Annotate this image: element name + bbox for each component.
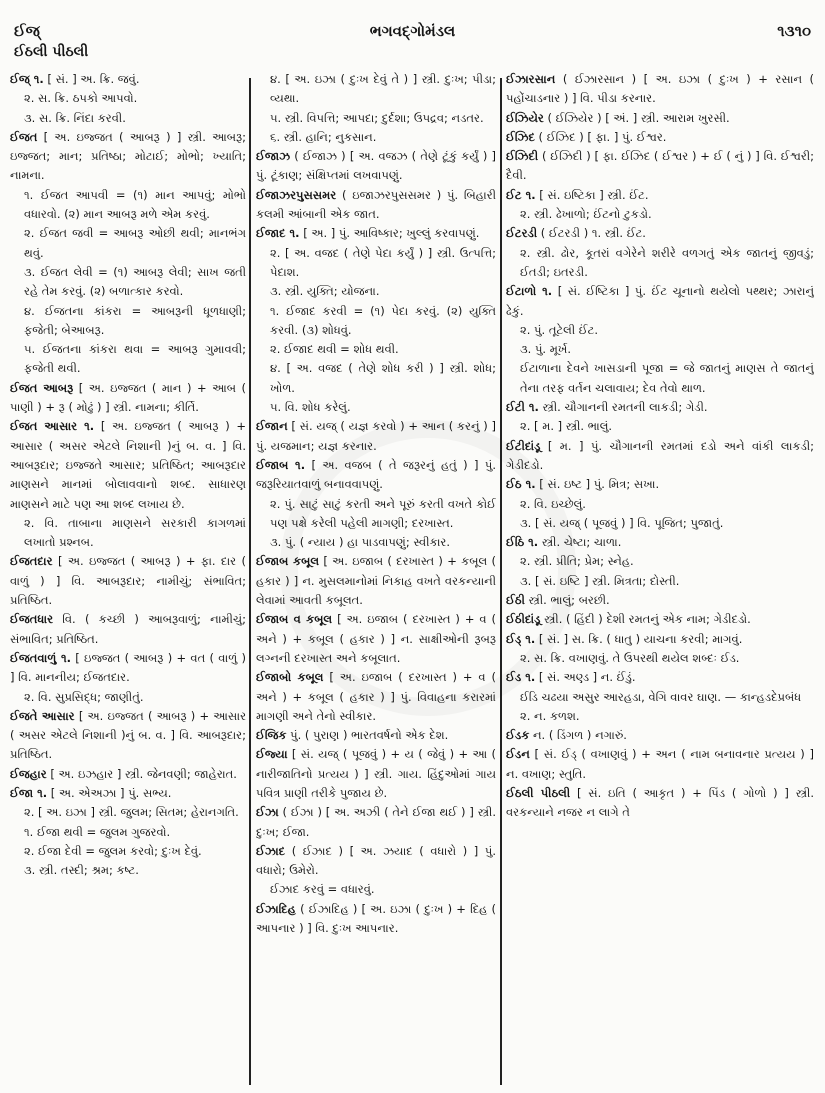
headword: ઈજાન bbox=[256, 419, 288, 434]
dictionary-entry bbox=[506, 244, 814, 283]
headword: ઈજતે આસાર bbox=[10, 708, 75, 723]
definition: ૧. ઈજાદ કરવી = (૧) પેદા કરવું. (૨) યુક્તિ કરવી. (૩) શોધવું. bbox=[270, 303, 496, 337]
definition: ૩. પું. ( ન્યાય ) હા પાડવાપણું; સ્વીકાર. bbox=[270, 535, 451, 550]
dictionary-entry bbox=[506, 475, 814, 494]
dictionary-entry bbox=[506, 572, 814, 591]
dictionary-entry bbox=[10, 707, 246, 765]
dictionary-entry bbox=[10, 784, 246, 803]
headword: ઈજાબો કબૂલ bbox=[256, 670, 324, 685]
headword: ઈજાઝ bbox=[256, 149, 291, 164]
dictionary-entry bbox=[506, 224, 814, 243]
dictionary-entry bbox=[10, 379, 246, 418]
definition: [ સં. ઈડ્ ( વખાણવું ) + અન ( નામ બનાવનાર પ્રત્યય ) ] ન. વખાણ; સ્તુતિ. bbox=[506, 747, 814, 781]
dictionary-entry bbox=[506, 186, 814, 205]
definition: વિ. ( કચ્છી ) આબરૂવાળું; નામીચું; સંભાવિત; પ્રતિષ્ઠિત. bbox=[10, 612, 246, 646]
dictionary-entry bbox=[506, 514, 814, 533]
definition: સ્ત્રી. ચેષ્ટા; ચાળા. bbox=[541, 535, 622, 550]
definition: ૨. ન. કળશ. bbox=[520, 708, 580, 723]
definition: સ્ત્રી. ચૌગાનની રમતની લાકડી; ગેડી. bbox=[542, 400, 708, 415]
dictionary-entry bbox=[506, 745, 814, 784]
definition: ૨. પું. તૂટેલી ઈંટ. bbox=[520, 322, 599, 337]
definition: ( ઈઝાદિહ ) [ અ. ઇઝા ( દુઃખ ) + દિહ ( આપનાર ) ] વિ. દુઃખ આપનાર. bbox=[256, 901, 496, 936]
column-2 bbox=[256, 70, 496, 1085]
dictionary-entry bbox=[506, 630, 814, 649]
definition: ૩. સ્ત્રી. તસ્દી; શ્રમ; કષ્ટ. bbox=[24, 863, 139, 878]
dictionary-entry bbox=[506, 688, 814, 707]
dictionary-entry bbox=[10, 803, 246, 822]
dictionary-entry bbox=[256, 186, 496, 225]
headword: ઈટાળો ૧. bbox=[506, 284, 553, 299]
dictionary-entry bbox=[10, 688, 246, 707]
definition: [ અ. ઇજાબ ( દરખાસ્ત ) + વ ( અને ) + કબૂલ ( હકાર ) ] ન. સાક્ષીઓની રૂબરૂ લગ્નની દરખાસ્ત અને કબૂલાત. bbox=[256, 612, 496, 665]
dictionary-entry bbox=[10, 765, 246, 784]
dictionary-entry bbox=[256, 109, 496, 128]
definition: ( ઈઝારસાન ) [ અ. ઇઝા ( દુઃખ ) + રસાન ( પહોંચાડનાર ) ] વિ. પીડા કરનાર. bbox=[506, 72, 814, 106]
definition: ઈટાળાના દેવને ખાસડાની પૂજા = જે જાતનું માણસ તે જાતનું તેના તરફ વર્તન ચલાવાય; દેવ તેવો થાળ. bbox=[520, 361, 814, 395]
dictionary-entry bbox=[10, 186, 246, 225]
definition: ૨. [ અ. વજદ ( તેણે પેદા કર્યું ) ] સ્ત્રી. ઉત્પત્તિ; પેદાશ. bbox=[270, 245, 496, 279]
definition: [ સં. ] સ. ક્રિ. ( ધાતુ ) યાચના કરવી; માગવું. bbox=[538, 631, 743, 646]
definition: ( ઈઝિદ ) [ ફા. ] પું. ઈશ્વર. bbox=[538, 129, 667, 144]
dictionary-entry bbox=[506, 321, 814, 340]
dictionary-entry bbox=[256, 726, 496, 745]
left-guide-word: ઈજ્ bbox=[14, 22, 40, 40]
dictionary-entry bbox=[506, 591, 814, 610]
definition: ૩. સ. ક્રિ. નિંદા કરવી. bbox=[24, 110, 126, 125]
dictionary-entry bbox=[506, 205, 814, 224]
dictionary-entry bbox=[256, 282, 496, 301]
definition: ૨. વિ. તાબાના માણસને સરકારી કાગળમાં લખાતો પ્રશ્નબ. bbox=[24, 515, 246, 550]
definition: ૨. ઈજા દેવી = જુલમ કરવો; દુઃખ દેવું. bbox=[24, 843, 202, 858]
headword: ઈઠ ૧. bbox=[506, 477, 536, 492]
dictionary-entry bbox=[10, 649, 246, 688]
dictionary-entry bbox=[256, 70, 496, 109]
column-divider bbox=[500, 78, 502, 1085]
dictionary-entry bbox=[506, 784, 814, 823]
dictionary-entry bbox=[506, 668, 814, 687]
dictionary-entry bbox=[256, 842, 496, 881]
definition: ( ઈઝિદી ) [ ફા. ઈઝિદ ( ઈશ્વર ) + ઈ ( નું ) ] વિ. ઈશ્વરી; દૈવી. bbox=[506, 149, 814, 183]
headword: ઈજ્યા bbox=[256, 747, 288, 762]
headword: ઈડ્ ૧. bbox=[506, 631, 536, 646]
dictionary-entry bbox=[10, 842, 246, 861]
dictionary-entry bbox=[256, 417, 496, 456]
definition: ૨. પું. સાટું સાટું કરતી અને પૂરું કરતી વખતે કોઈ પણ પક્ષે કરેલી પહેલી માગણી; દરખાસ્ત. bbox=[270, 496, 496, 530]
definition: ૪. [ અ. ઇઝા ( દુઃખ દેવું તે ) ] સ્ત્રી. દુઃખ; પીડા; વ્યથા. bbox=[270, 72, 496, 106]
dictionary-entry bbox=[506, 649, 814, 668]
dictionary-entry bbox=[506, 610, 814, 629]
definition: ૨. ઈજત જવી = આબરૂ ઓછી થવી; માનભંગ થવું. bbox=[24, 226, 246, 260]
dictionary-entry bbox=[256, 552, 496, 610]
definition: [ અ. ઇજ્જત ( આબરૂ ) + આસાર ( અસર એટલે નિશાની )નું બ. વ. ] વિ. આબરૂદાર; ઇજ્જતે આસાર; પ્રતિષ્ઠિત; આબરૂદાર માણસને માનમાં બોલાવવાનો શબ્દ. સાધારણ માણસને માટે પણ આ શબ્દ લખાય છે. bbox=[10, 419, 246, 511]
dictionary-entry bbox=[256, 302, 496, 341]
definition: [ અ. એઅઝા ] પું. સભ્ય. bbox=[50, 785, 172, 800]
headword: ઈઝા bbox=[256, 805, 279, 820]
headword: ઈડન bbox=[506, 747, 530, 762]
column-3 bbox=[506, 70, 814, 1085]
dictionary-entry bbox=[256, 900, 496, 939]
definition: ૨. સ. ક્રિ. ઠપકો આપવો. bbox=[24, 91, 138, 106]
page-title: ભગવદ્ગોમંડલ bbox=[369, 22, 456, 40]
headword: ઈઠિ ૧. bbox=[506, 535, 539, 550]
headword: ઈડ ૧. bbox=[506, 670, 536, 685]
headword: ઈજાઝરપુસસમર bbox=[256, 187, 337, 202]
dictionary-entry bbox=[10, 302, 246, 341]
dictionary-entry bbox=[10, 417, 246, 513]
definition: [ અ. ઇજ્જત ( માન ) + આબ ( પાણી ) + રૂ ( મોઢું ) ] સ્ત્રી. નામના; કીર્તિ. bbox=[10, 380, 246, 415]
dictionary-entry bbox=[256, 128, 496, 147]
dictionary-entry bbox=[506, 437, 814, 476]
dictionary-entry bbox=[256, 147, 496, 186]
dictionary-entry bbox=[10, 340, 246, 379]
dictionary-entry bbox=[256, 456, 496, 495]
dictionary-entry bbox=[506, 359, 814, 398]
dictionary-entry bbox=[10, 89, 246, 108]
definition: [ સં. અણ્ડ ] ન. ઈંડું. bbox=[538, 670, 636, 685]
dictionary-entry bbox=[256, 359, 496, 398]
dictionary-entry bbox=[10, 128, 246, 186]
definition: ( ઈઝિયેર ) [ અં. ] સ્ત્રી. આરામ ખુરસી. bbox=[547, 110, 730, 125]
definition: ૫. સ્ત્રી. વિપત્તિ; આપદા; દુર્દશા; ઉપદ્રવ; નડતર. bbox=[270, 110, 484, 125]
headword: ઈજતવાળું ૧. bbox=[10, 650, 71, 665]
headword: ઈજાદ ૧. bbox=[256, 226, 300, 241]
headword: ઈજ્ ૧. bbox=[10, 72, 44, 86]
headword: ઈજાબ વ કબૂલ bbox=[256, 612, 333, 627]
definition: ૩. [ સં. યજ્ ( પૂજવું ) ] વિ. પૂજિત; પુજાતું. bbox=[520, 515, 724, 530]
dictionary-entry bbox=[10, 70, 246, 89]
definition: ૨. સ. ક્રિ. વખાણવું. તે ઉપરથી થયેલ શબ્દઃ ઈડ. bbox=[520, 650, 740, 665]
dictionary-entry bbox=[256, 745, 496, 803]
dictionary-entry bbox=[256, 398, 496, 417]
headword: ઈઠલી પીઠલી bbox=[506, 785, 571, 800]
left-guide-word-2: ઈઠલી પીઠલી bbox=[14, 44, 89, 60]
definition: ૩. [ સં. ઇષ્ટિ ] સ્ત્રી. મિત્રતા; દોસ્તી. bbox=[520, 573, 680, 588]
headword: ઈજતધાર bbox=[10, 612, 54, 627]
definition: [ સં. ] અ. ક્રિ. જવું. bbox=[47, 72, 140, 86]
dictionary-entry bbox=[10, 109, 246, 128]
definition: [ સં. યજ્ ( પૂજવું ) + ય ( જેવું ) + આ ( નારીજાતિનો પ્રત્યય ) ] સ્ત્રી. ગાય. હિંદુઓમાં ગાય પવિત્ર પ્રાણી તરીકે પુજાય છે. bbox=[256, 747, 496, 800]
definition: પું. ( પુરાણ ) ભારતવર્ષનો એક દેશ. bbox=[290, 728, 449, 743]
column-1 bbox=[10, 70, 246, 1085]
dictionary-entry bbox=[506, 495, 814, 514]
dictionary-entry bbox=[506, 417, 814, 436]
headword: ઈઝાદિહ bbox=[256, 901, 296, 916]
dictionary-entry bbox=[506, 707, 814, 726]
dictionary-entry bbox=[256, 224, 496, 243]
definition: [ અ. ઇઝહાર ] સ્ત્રી. જેનવણી; જાહેરાત. bbox=[50, 766, 237, 781]
definition: ૩. સ્ત્રી. યુક્તિ; યોજના. bbox=[270, 284, 380, 299]
dictionary-entry bbox=[10, 514, 246, 553]
definition: ૨. વિ. સુપ્રસિદ્ધ; જાણીતું. bbox=[24, 689, 144, 704]
headword: ઈટરડી bbox=[506, 226, 538, 241]
definition: ( ઈઝા ) [ અ. અઝી ( તેને ઈજા થઈ ) ] સ્ત્રી. દુઃખ; ઈજા. bbox=[256, 805, 496, 839]
definition: [ સં. ઇતિ ( આકૃત ) + પિંડ ( ગોળો ) ] સ્ત્રી. વરકન્યાને નજર ન લાગે તે bbox=[506, 785, 814, 820]
dictionary-entry bbox=[506, 147, 814, 186]
column-divider bbox=[249, 78, 251, 1085]
dictionary-entry bbox=[506, 282, 814, 321]
definition: ૨. [ મ. ] સ્ત્રી. ભાલું. bbox=[520, 419, 613, 434]
dictionary-entry bbox=[256, 610, 496, 668]
definition: ( ઈટરડી ) ૧. સ્ત્રી. ઈંટ. bbox=[540, 226, 646, 241]
page-number: ૧૩૧૦ bbox=[777, 22, 811, 40]
headword: ઈજિક bbox=[256, 728, 287, 743]
dictionary-entry bbox=[506, 109, 814, 128]
definition: [ સં. ઈષ્ટિકા ] પું. ઈંટ ચૂનાનો થયેલો પથ્થર; ઝારાનું ઢેકું. bbox=[506, 284, 814, 318]
headword: ઈજત આબરૂ bbox=[10, 380, 74, 395]
definition: [ અ. ] પું. આવિષ્કાર; ખુલ્લું કરવાપણું. bbox=[303, 226, 480, 241]
dictionary-entry bbox=[10, 861, 246, 880]
headword: ઈઝાદ bbox=[256, 843, 286, 858]
headword: ઈઠીદાંડૂ bbox=[506, 612, 541, 627]
definition: [ અ. ઇજ્જત ( આબરૂ ) + ફા. દાર ( વાળું ) ] વિ. આબરૂદાર; નામીચું; સંભાવિત; પ્રતિષ્ઠિત. bbox=[10, 554, 246, 608]
definition: [ અ. વજબ ( તે જરૂરનું હતું ) ] પું. જરૂરિયાતવાળું બનાવવાપણું. bbox=[256, 457, 496, 492]
definition: ૫. વિ. શોધ કરેલું. bbox=[270, 400, 351, 415]
dictionary-entry bbox=[256, 533, 496, 552]
definition: ૨. [ અ. ઇઝા ] સ્ત્રી. જુલમ; સિતમ; હેરાનગતિ. bbox=[24, 805, 239, 820]
headword: ઈજા ૧. bbox=[10, 785, 48, 800]
definition: ૩. પું. મૂર્ખ. bbox=[520, 342, 571, 357]
definition: ન. ( ડિંગળ ) નગારું. bbox=[532, 728, 627, 743]
definition: [ સં. યજ્ ( યજ્ઞ કરવો ) + આન ( કરનું ) ] પું. યજમાન; યજ્ઞ કરનાર. bbox=[256, 419, 496, 453]
definition: ૪. [ અ. વજદ ( તેણે શોધ કરી ) ] સ્ત્રી. શોધ; ખોળ. bbox=[270, 361, 496, 395]
definition: ૫. ઈજતના કાંકરા થવા = આબરૂ ગુમાવવી; ફજેતી થવી. bbox=[24, 342, 246, 376]
dictionary-entry bbox=[506, 552, 814, 571]
definition: [ અ. ઇજાબ ( દરખાસ્ત ) + વ ( અને ) + કબૂલ ( હકાર ) ] પું. વિવાહના કરારમાં માગણી અને તેનો સ્વીકાર. bbox=[256, 670, 496, 723]
definition: ( ઈજાઝ ) [ અ. વજઝ ( તેણે ટૂંકું કર્યું ) ] પું. ટૂંકાણ; સંક્ષિપ્તમાં લખવાપણું. bbox=[256, 149, 496, 183]
definition: ૧. ઈજા થવી = જુલમ ગુજરવો. bbox=[24, 824, 171, 839]
dictionary-entry bbox=[506, 726, 814, 745]
headword: ઈજતદાર bbox=[10, 554, 53, 569]
definition: ઈડિ ચઢયા અસુર આરહડા, વેગિ વાવર ઘાણ. — કાન્હડદેપ્રબંધ bbox=[520, 689, 802, 704]
headword: ઈડક bbox=[506, 728, 530, 743]
headword: ઈજત આસાર ૧. bbox=[10, 419, 95, 434]
headword: ઈટ ૧. bbox=[506, 187, 536, 202]
dictionary-entry bbox=[506, 128, 814, 147]
dictionary-entry bbox=[10, 224, 246, 263]
headword: ઈજહાર bbox=[10, 766, 47, 781]
headword: ઈઠી bbox=[506, 593, 525, 608]
definition: ( ઈઝાદ ) [ અ. ઝયાદ ( વધારો ) ] પું. વધારો; ઉમેરો. bbox=[256, 843, 496, 878]
definition: [ મ. ] પું. ચૌગાનની રમતમાં દડો અને વાંકી લાકડી; ગેડીદડો. bbox=[506, 438, 814, 472]
headword: ઈઝિદ bbox=[506, 129, 535, 144]
dictionary-entry bbox=[506, 340, 814, 359]
dictionary-entry bbox=[10, 552, 246, 610]
definition: ૨. સ્ત્રી. ઢોર, કૂતરાં વગેરેને શરીરે વળગતું એક જાતનું જીવડું; ઈતડી; ઇતરડી. bbox=[520, 245, 814, 279]
dictionary-entry bbox=[10, 823, 246, 842]
headword: ઈઝારસાન bbox=[506, 72, 556, 86]
headword: ઈજાબ ૧. bbox=[256, 457, 306, 472]
definition: [ ઇજ્જત ( આબરૂ ) + વત ( વાળું ) ] વિ. માનનીય; ઈજતદાર. bbox=[10, 650, 246, 685]
dictionary-entry bbox=[256, 668, 496, 726]
definition: ૨. ઈજાદ થવી = શોધ થવી. bbox=[270, 342, 399, 357]
definition: ૨. સ્ત્રી. ઢેખાળો; ઈંટનો ટુકડો. bbox=[520, 207, 652, 222]
dictionary-entry bbox=[506, 533, 814, 552]
definition: [ અ. ઇજ્જત ( આબરૂ ) ] સ્ત્રી. આબરૂ; ઇજ્જત; માન; પ્રતિષ્ઠા; મોટાઈ; મોભો; ખ્યાતિ; નામના. bbox=[10, 129, 246, 183]
definition: ૪. ઈજતના કાંકરા = આબરૂની ધૂળધાણી; ફજેતી; બેઆબરૂ. bbox=[24, 303, 246, 337]
definition: ૧. ઈજત આપવી = (૧) માન આપવું; મોભો વધારવો. (૨) માન આબરૂ મળે એમ કરવું. bbox=[24, 187, 246, 222]
headword: ઈઝિયેર bbox=[506, 110, 544, 125]
dictionary-entry bbox=[10, 263, 246, 302]
dictionary-entry bbox=[256, 340, 496, 359]
headword: ઈજાબ કબૂલ bbox=[256, 554, 320, 569]
headword: ઈટીદાંડૂ bbox=[506, 438, 541, 453]
definition: ઈઝાદ કરવું = વધારવું. bbox=[270, 882, 375, 897]
definition: ૨. સ્ત્રી. પ્રીતિ; પ્રેમ; સ્નેહ. bbox=[520, 554, 634, 569]
definition: સ્ત્રી. ભાલું; બરછી. bbox=[528, 593, 610, 608]
headword: ઈટી ૧. bbox=[506, 400, 539, 415]
dictionary-entry bbox=[256, 880, 496, 899]
dictionary-entry bbox=[10, 610, 246, 649]
headword: ઈઝિદી bbox=[506, 149, 539, 164]
definition: ૨. વિ. ઇચ્છેલું. bbox=[520, 496, 586, 511]
definition: સ્ત્રી. ( હિંદી ) દેશી રમતનું એક નામ; ગેડીદડો. bbox=[544, 612, 751, 627]
definition: [ અ. ઇજ્જત ( આબરૂ ) + આસાર ( અસર એટલે નિશાની )નું બ. વ. ] વિ. આબરૂદાર; પ્રતિષ્ઠિત. bbox=[10, 708, 246, 762]
definition: [ અ. ઇજાબ ( દરખાસ્ત ) + કબૂલ ( હકાર ) ] ન. મુસલમાનોમાં નિકાહ વખતે વરકન્યાની લેવામાં આવતી કબૂલત. bbox=[256, 554, 496, 608]
definition: ૩. ઈજત લેવી = (૧) આબરૂ લેવી; સાખ જતી રહે તેમ કરવું. (૨) બળાત્કાર કરવો. bbox=[24, 264, 246, 299]
definition: ( ઇજાઝરપુસસમર ) પું. બિહારી કલમી આંબાની એક જાત. bbox=[256, 187, 496, 222]
dictionary-entry bbox=[256, 495, 496, 534]
dictionary-entry bbox=[256, 244, 496, 283]
definition: ૬. સ્ત્રી. હાનિ; નુકસાન. bbox=[270, 129, 377, 144]
dictionary-entry bbox=[506, 398, 814, 417]
definition: [ સં. ઇષ્ટિકા ] સ્ત્રી. ઈંટ. bbox=[539, 187, 649, 202]
dictionary-entry bbox=[506, 70, 814, 109]
definition: [ સં. ઇષ્ટ ] પું. મિત્ર; સખા. bbox=[539, 477, 660, 492]
dictionary-entry bbox=[256, 803, 496, 842]
headword: ઈજત bbox=[10, 129, 38, 144]
